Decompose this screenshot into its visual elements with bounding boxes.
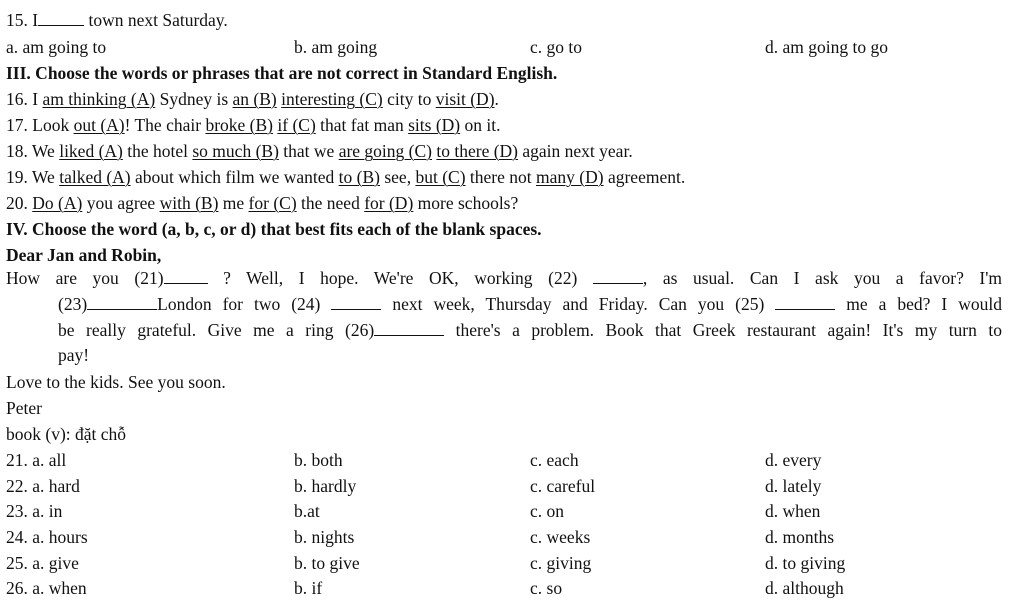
- q19-part-c: but (C): [415, 167, 466, 187]
- q17-part-a: out (A): [73, 115, 125, 135]
- q26-option-a: 26. a. when: [6, 578, 87, 598]
- letter-line-3: be really grateful. Give me a ring (26) there's a problem. Book that Greek restaurant again! It's my turn to: [58, 319, 1002, 340]
- q24-option-b: b. nights: [294, 527, 355, 547]
- letter-line-1: How are you (21) ? Well, I hope. We're OK, working (22) , as usual. Can I ask you a favor? I'm: [6, 268, 1003, 288]
- q22-option-a: 22. a. hard: [6, 476, 80, 496]
- q16-part-b: an (B): [232, 89, 277, 109]
- question-20: 20. Do (A) you agree with (B) me for (C) the need for (D) more schools?: [6, 193, 519, 213]
- letter-body: [6, 266, 1002, 369]
- options-row-26: [6, 577, 1016, 599]
- q26-option-c: c. so: [530, 578, 563, 598]
- q25-option-d: d. to giving: [765, 553, 846, 573]
- vocabulary-note: book (v): đặt chỗ: [6, 424, 127, 444]
- q15-blank: [38, 10, 84, 26]
- q22-option-c: c. careful: [530, 476, 596, 496]
- q15-option-c: c. go to: [530, 37, 583, 57]
- q16-part-a: am thinking (A): [42, 89, 156, 109]
- question-15-stem: [6, 9, 228, 31]
- q24-option-a: 24. a. hours: [6, 527, 88, 547]
- section-3-heading: III. Choose the words or phrases that are not correct in Standard English.: [6, 63, 558, 83]
- q20-part-c: for (C): [248, 193, 297, 213]
- q16-part-d: visit (D): [435, 89, 495, 109]
- question-19: 19. We talked (A) about which film we wanted to (B) see, but (C) there not many (D) agreement.: [6, 167, 686, 187]
- q25-option-b: b. to give: [294, 553, 360, 573]
- q15-option-a: a. am going to: [6, 37, 107, 57]
- letter-signature: Peter: [6, 398, 42, 418]
- blank-23: [87, 294, 157, 310]
- options-row-22: [6, 475, 1016, 497]
- section-4-heading: IV. Choose the word (a, b, c, or d) that best fits each of the blank spaces.: [6, 219, 542, 239]
- q23-option-a: 23. a. in: [6, 501, 63, 521]
- letter-salutation: Dear Jan and Robin,: [6, 245, 162, 265]
- q25-option-c: c. giving: [530, 553, 592, 573]
- q21-option-b: b. both: [294, 450, 343, 470]
- q17-part-b: broke (B): [205, 115, 273, 135]
- q21-option-c: c. each: [530, 450, 579, 470]
- q20-part-b: with (B): [159, 193, 219, 213]
- q21-option-a: 21. a. all: [6, 450, 67, 470]
- q17-part-d: sits (D): [408, 115, 461, 135]
- q19-part-b: to (B): [338, 167, 380, 187]
- q15-stem-after: town next Saturday.: [84, 10, 228, 30]
- q17-part-c: if (C): [277, 115, 316, 135]
- letter-line-4: pay!: [58, 345, 90, 366]
- blank-26: [374, 320, 444, 336]
- q16-part-c: interesting (C): [281, 89, 383, 109]
- blank-25: [775, 294, 835, 310]
- blank-21: [164, 268, 208, 284]
- q24-option-c: c. weeks: [530, 527, 591, 547]
- q20-part-d: for (D): [364, 193, 414, 213]
- q18-part-a: liked (A): [59, 141, 123, 161]
- q20-part-a: Do (A): [32, 193, 83, 213]
- letter-line-2: (23) London for two (24) next week, Thursday and Friday. Can you (25) me a bed? I would: [58, 293, 1002, 314]
- blank-24: [331, 294, 381, 310]
- q15-option-b: b. am going: [294, 37, 378, 57]
- question-18: 18. We liked (A) the hotel so much (B) that we are going (C) to there (D) again next year.: [6, 141, 633, 161]
- blank-22: [593, 268, 643, 284]
- options-row-23: [6, 500, 1016, 522]
- question-15-options: [6, 36, 1016, 58]
- q19-part-d: many (D): [536, 167, 604, 187]
- q19-part-a: talked (A): [59, 167, 131, 187]
- q22-option-d: d. lately: [765, 476, 822, 496]
- letter-closing: Love to the kids. See you soon.: [6, 372, 226, 392]
- q22-option-b: b. hardly: [294, 476, 357, 496]
- q18-part-b: so much (B): [192, 141, 279, 161]
- q25-option-a: 25. a. give: [6, 553, 79, 573]
- options-row-21: [6, 449, 1016, 471]
- q23-option-b: b.at: [294, 501, 320, 521]
- question-16: 16. I am thinking (A) Sydney is an (B) interesting (C) city to visit (D).: [6, 89, 499, 109]
- q23-option-d: d. when: [765, 501, 821, 521]
- q15-option-d: d. am going to go: [765, 37, 888, 57]
- q15-stem-before: 15. I: [6, 10, 39, 30]
- q23-option-c: c. on: [530, 501, 565, 521]
- q18-part-c: are going (C): [338, 141, 432, 161]
- q18-part-d: to there (D): [436, 141, 519, 161]
- options-row-25: [6, 552, 1016, 574]
- q21-option-d: d. every: [765, 450, 822, 470]
- q24-option-d: d. months: [765, 527, 835, 547]
- q26-option-d: d. although: [765, 578, 844, 598]
- question-17: 17. Look out (A)! The chair broke (B) if (C) that fat man sits (D) on it.: [6, 115, 501, 135]
- options-row-24: [6, 526, 1016, 548]
- q26-option-b: b. if: [294, 578, 323, 598]
